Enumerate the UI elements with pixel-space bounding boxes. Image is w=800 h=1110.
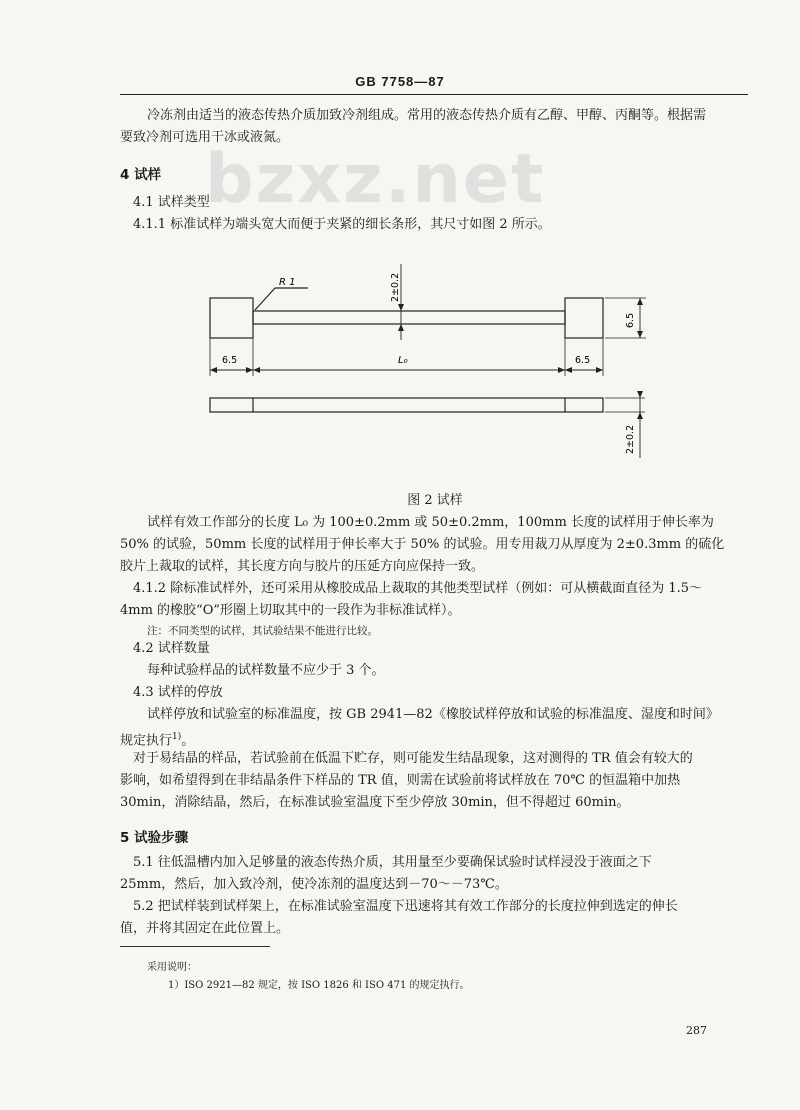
- section-5-2-line-2: 值，并将其固定在此位置上。: [120, 921, 290, 936]
- section-4-1-title: 4.1 试样类型: [133, 195, 210, 210]
- section-4-3-line-2: 规定执行$^{1)}$。: [120, 732, 195, 749]
- side-view-strip: [210, 398, 603, 412]
- page-number: 287: [686, 1024, 707, 1037]
- footnote-rule: [120, 946, 270, 947]
- section-4-3-line-1: 试样停放和试验室的标准温度，按 GB 2941—82《橡胶试样停放和试验的标准温度、湿度和时间》: [147, 707, 719, 722]
- section-4-3-title: 4.3 试样的停放: [133, 685, 223, 700]
- left-grip-tab: [210, 298, 253, 338]
- footnote-ref: 1): [172, 732, 182, 742]
- section-4-3b-line-2: 影响，如希望得到在非结晶条件下样品的 TR 值，则需在试验前将试样放在 70℃ 的恒温箱中加热: [120, 773, 681, 788]
- dim-right-label: 6.5: [575, 355, 591, 366]
- fig-para-line-1: 试样有效工作部分的长度 L₀ 为 100±0.2mm 或 50±0.2mm，100mm 长度的试样用于伸长率为: [147, 515, 714, 530]
- fig-para-line-3: 胶片上裁取的试样，其长度方向与胶片的压延方向应保持一致。: [120, 559, 485, 574]
- section-4-1-2-line-2: 4mm 的橡胶“O”形圈上切取其中的一段作为非标准试样）。: [120, 603, 461, 618]
- dim-thickness-top-label: 2±0.2: [390, 272, 401, 302]
- specimen-figure: [200, 258, 670, 470]
- fig-para-line-2: 50% 的试验，50mm 长度的试样用于伸长率大于 50% 的试验。用专用裁刀从厚度为 2±0.3mm 的硫化: [120, 537, 725, 552]
- note: 注：不同类型的试样，其试验结果不能进行比较。: [147, 625, 378, 637]
- section-4-3b-line-3: 30min，消除结晶，然后，在标准试验室温度下至少停放 30min，但不得超过 60min。: [120, 795, 630, 810]
- header-rule: [120, 94, 748, 95]
- page-header: GB 7758—87: [355, 74, 445, 89]
- dim-height-label: 6.5: [625, 312, 636, 328]
- dim-left-label: 6.5: [222, 355, 238, 366]
- intro-line-2: 要致冷剂可选用干冰或液氮。: [120, 130, 290, 145]
- intro-line-1: 冷冻剂由适当的液态传热介质加致冷剂组成。常用的液态传热介质有乙醇、甲醇、丙酮等。根据需: [147, 108, 707, 123]
- section-5-1-line-1: 5.1 往低温槽内加入足够量的液态传热介质，其用量至少要确保试验时试样浸没于液面之下: [133, 855, 652, 870]
- section-4-2-title: 4.2 试样数量: [133, 641, 210, 656]
- section-5-heading: 5 试验步骤: [120, 830, 189, 846]
- footnote-text: 1）ISO 2921—82 规定，按 ISO 1826 和 ISO 471 的规定执行。: [168, 980, 470, 991]
- section-5-2-line-1: 5.2 把试样装到试样架上，在标准试验室温度下迅速将其有效工作部分的长度拉伸到选定的伸长: [133, 899, 678, 914]
- dim-radius-label: R 1: [279, 277, 296, 288]
- footnote-label: 采用说明：: [147, 962, 197, 973]
- section-4-1-2-line-1: 4.1.2 除标准试样外，还可采用从橡胶成品上裁取的其他类型试样（例如：可从横截面直径为 1.5～: [133, 581, 703, 596]
- right-grip-tab: [565, 298, 603, 338]
- watermark: bzxz.net: [205, 140, 546, 219]
- specimen-strip: [253, 311, 565, 324]
- section-4-1-1: 4.1.1 标准试样为端头宽大而便于夹紧的细长条形，其尺寸如图 2 所示。: [133, 217, 551, 232]
- section-4-3b-line-1: 对于易结晶的样品，若试验前在低温下贮存，则可能发生结晶现象，这对测得的 TR 值会有较大的: [133, 751, 693, 766]
- dim-length-label: L₀: [398, 355, 408, 366]
- dim-thickness-bottom-label: 2±0.2: [625, 424, 636, 454]
- figure-caption: 图 2 试样: [407, 493, 463, 508]
- section-5-1-line-2: 25mm，然后，加入致冷剂，使冷冻剂的温度达到－70～－73℃。: [120, 877, 508, 892]
- section-4-heading: 4 试样: [120, 167, 162, 183]
- section-4-2-text: 每种试验样品的试样数量不应少于 3 个。: [147, 663, 385, 678]
